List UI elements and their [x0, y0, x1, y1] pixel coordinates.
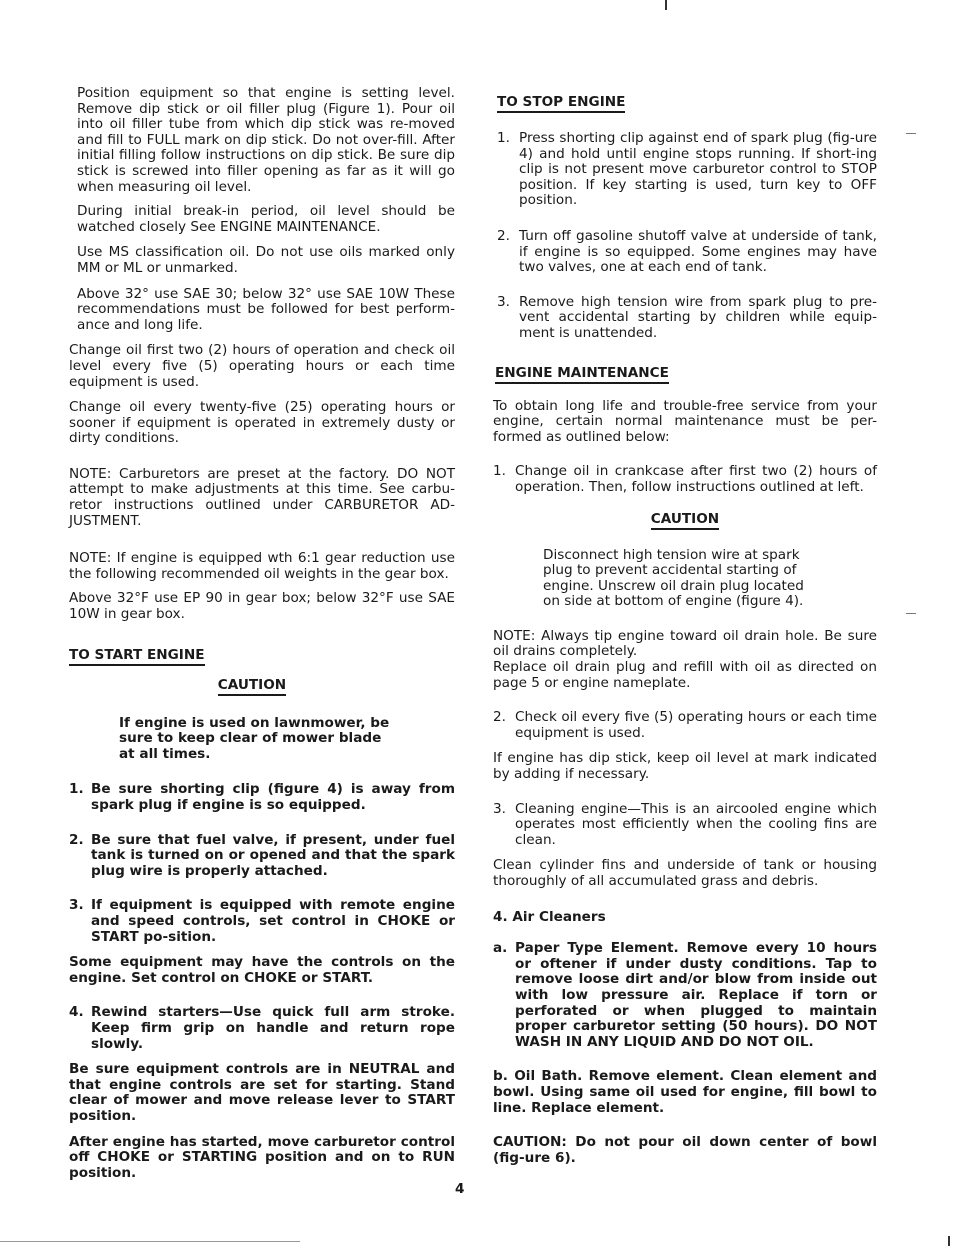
- list-item: 1. Be sure shorting clip (figure 4) is away from spark plug if engine is so equipped.: [69, 781, 455, 813]
- right-column: [493, 86, 877, 1166]
- paragraph-change-oil-first: Change oil first two (2) hours of operation and check oil level every five (5) operating hours or each time equipment is used.: [69, 342, 455, 390]
- bottom-rule: [0, 1241, 300, 1242]
- paragraph-change-oil-interval: Change oil every twenty-five (25) operating hours or sooner if equipment is operated in extremely dusty or dirty conditions.: [69, 399, 455, 447]
- page-number: 4: [455, 1181, 465, 1197]
- heading-engine-maintenance: ENGINE MAINTENANCE: [495, 366, 669, 384]
- heading-caution: CAUTION: [651, 512, 719, 530]
- paragraph-clean-fins: Clean cylinder fins and underside of tank or housing thoroughly of all accumulated grass and debris.: [493, 857, 877, 889]
- heading-air-cleaners: 4. Air Cleaners: [493, 908, 606, 925]
- heading-to-stop-engine: TO STOP ENGINE: [497, 95, 625, 113]
- caution-disconnect-wire: Disconnect high tension wire at spark plug to prevent accidental starting of engine. Unscrew oil drain plug located on side at bottom of engine (figure 4).: [543, 546, 804, 610]
- margin-tick: [906, 613, 916, 614]
- caution-oil-bowl: CAUTION: Do not pour oil down center of bowl (fig-ure 6).: [493, 1134, 877, 1166]
- heading-to-start-engine: TO START ENGINE: [69, 648, 205, 666]
- list-item: 2. Be sure that fuel valve, if present, under fuel tank is turned on or opened and that the spark plug wire is properly attached.: [69, 831, 455, 879]
- paragraph-dip-stick: If engine has dip stick, keep oil level at mark indicated by adding if necessary.: [493, 750, 877, 783]
- paragraph-maintenance-intro: To obtain long life and trouble-free service from your engine, certain normal maintenance must be per-formed as outlined below:: [493, 397, 877, 445]
- paragraph-oil-class: Use MS classification oil. Do not use oils marked only MM or ML or unmarked.: [77, 244, 455, 276]
- caution-mower-blade: If engine is used on lawnmower, be sure to keep clear of mower blade at all times.: [119, 714, 390, 762]
- paragraph-neutral-controls: Be sure equipment controls are in NEUTRAL and that engine controls are set for starting. Stand clear of mower and move release lever to START position.: [69, 1061, 455, 1124]
- note-tip-engine: NOTE: Always tip engine toward oil drain hole. Be sure oil drains completely.: [493, 627, 877, 660]
- left-column: [69, 86, 455, 1181]
- list-item: 1. Press shorting clip against end of spark plug (fig-ure 4) and hold until engine stops running. If short-ing clip is not present move carburetor control to STOP position. If key starting is used, turn key to OFF position.: [497, 130, 877, 209]
- paragraph-oil-weight: Above 32° use SAE 30; below 32° use SAE 10W These recommendations must be followed for best perform-ance and long life.: [77, 285, 455, 333]
- list-item: a. Paper Type Element. Remove every 10 hours or oftener if under dusty conditions. Tap to remove loose dirt and/or blow from inside out with low pressure air. Replace if torn or perforated or when plugged to maintain proper carburetor setting (50 hours). DO NOT WASH IN ANY LIQUID AND DO NOT OIL.: [493, 940, 877, 1050]
- list-item: 3. Remove high tension wire from spark plug to pre-vent accidental starting by children while equip-ment is unattended.: [497, 293, 877, 341]
- heading-caution: CAUTION: [218, 678, 286, 696]
- list-item: 3. Cleaning engine—This is an aircooled engine which operates most efficiently when the cooling fins are clean.: [493, 800, 877, 848]
- scan-mark-top: [665, 0, 667, 10]
- scan-mark-bottom: [948, 1236, 950, 1246]
- margin-tick: [906, 133, 916, 134]
- list-item: 1. Change oil in crankcase after first two (2) hours of operation. Then, follow instructions outlined at left.: [493, 463, 877, 495]
- note-carburetor: NOTE: Carburetors are preset at the factory. DO NOT attempt to make adjustments at this time. See carbu-retor instructions outlined under CARBURETOR AD-JUSTMENT.: [69, 465, 455, 529]
- paragraph-oil-fill: Position equipment so that engine is setting level. Remove dip stick or oil filler plug (Figure 1). Pour oil into oil filler tube from which dip stick was re-moved and fill to FULL mark on dip stick. Do not over-fill. After initial filling follow instructions on dip stick. Be sure dip stick is screwed into filler opening as far as it will go when measuring oil level.: [77, 85, 455, 195]
- list-item: 2. Turn off gasoline shutoff valve at underside of tank, if engine is so equipped. Some engines may have two valves, one at each end of tank.: [497, 227, 877, 276]
- paragraph-oil-bath: b. Oil Bath. Remove element. Clean element and bowl. Using same oil used for engine, fill bowl to line. Replace element.: [493, 1068, 878, 1116]
- paragraph-break-in: During initial break-in period, oil level should be watched closely See ENGINE MAINTENANCE.: [77, 203, 455, 235]
- paragraph-gear-box-oil: Above 32°F use EP 90 in gear box; below 32°F use SAE 10W in gear box.: [69, 590, 455, 623]
- paragraph-controls-on-engine: Some equipment may have the controls on the engine. Set control on CHOKE or START.: [69, 954, 455, 986]
- list-item: 3. If equipment is equipped with remote engine and speed controls, set control in CHOKE or START po-sition.: [69, 897, 455, 945]
- paragraph-replace-plug: Replace oil drain plug and refill with oil as directed on page 5 or engine nameplate.: [493, 659, 877, 691]
- list-item: 2. Check oil every five (5) operating hours or each time equipment is used.: [493, 709, 877, 741]
- list-item: 4. Rewind starters—Use quick full arm stroke. Keep firm grip on handle and return rope slowly.: [69, 1004, 455, 1052]
- paragraph-after-start: After engine has started, move carburetor control off CHOKE or STARTING position and on to RUN position.: [69, 1133, 455, 1181]
- note-gear-reduction: NOTE: If engine is equipped wth 6:1 gear reduction use the following recommended oil weights in the gear box.: [69, 550, 455, 582]
